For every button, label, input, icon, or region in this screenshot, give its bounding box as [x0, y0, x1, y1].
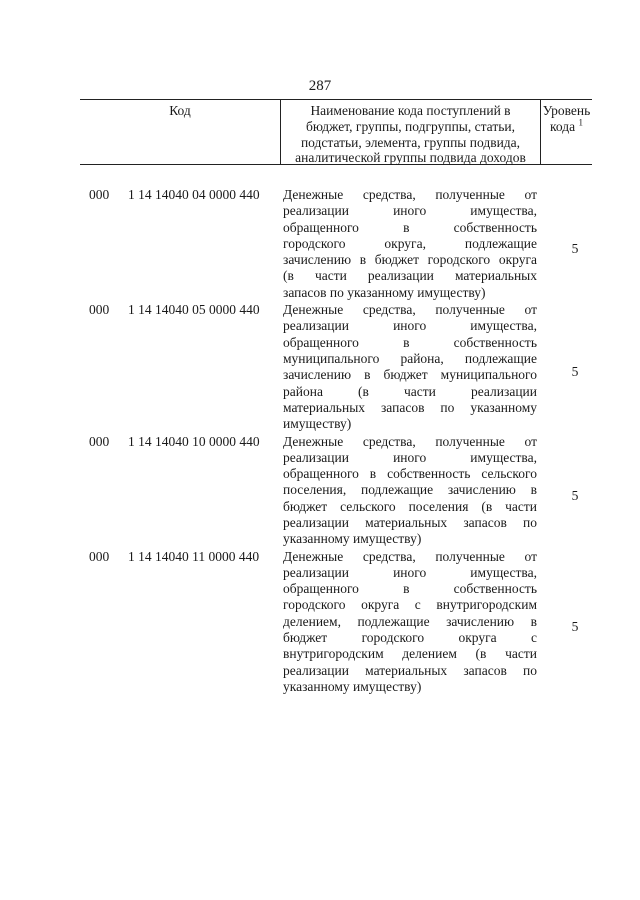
header-name-line: Наименование кода поступлений в	[310, 103, 511, 118]
row-description-line: указанному имуществу)	[283, 531, 422, 547]
row-income-code: 1 14 14040 04 0000 440	[128, 187, 260, 202]
row-description-line: реализации иного имущества,	[283, 449, 537, 465]
table-row	[0, 302, 640, 432]
row-description-line: указанному имуществу)	[283, 678, 422, 694]
table-row	[0, 187, 640, 301]
row-description-line: запасов по указанному имуществу)	[283, 284, 486, 300]
header-level-text: кода	[550, 118, 576, 134]
row-description-line: обращенного в собственность	[283, 581, 537, 597]
row-description-line: поселения, подлежащие зачислению в	[283, 482, 537, 498]
row-description-line: делением, подлежащие зачислению в	[283, 613, 537, 629]
footnote-marker: 1	[578, 117, 583, 128]
row-description	[283, 434, 537, 548]
row-level: 5	[571, 364, 579, 380]
table-row	[0, 549, 640, 696]
row-description-line: обращенного в собственность сельского	[283, 466, 537, 482]
row-description	[283, 187, 537, 301]
row-description-line: зачислению в бюджет муниципального	[283, 367, 537, 383]
row-admin-code: 000	[89, 433, 110, 449]
row-description-line: реализации материальных запасов по	[283, 514, 537, 530]
row-description-line: Денежные средства, полученные от	[283, 548, 537, 564]
row-description	[283, 549, 537, 696]
header-level	[540, 100, 592, 164]
row-description-line: материальных запасов по указанному	[283, 399, 537, 415]
row-description-line: (в части реализации материальных	[283, 268, 537, 284]
header-level-line2	[541, 119, 592, 135]
row-description-line: городского округа, подлежащие	[283, 235, 537, 251]
page-number: 287	[308, 78, 332, 94]
row-description-line: района (в части реализации	[283, 383, 537, 399]
row-description-line: реализации иного имущества,	[283, 318, 537, 334]
table-header	[80, 99, 592, 165]
row-description-line: городского округа с внутригородским	[283, 597, 537, 613]
row-description-line: обращенного в собственность	[283, 219, 537, 235]
header-code: Код	[169, 103, 191, 118]
row-level: 5	[571, 618, 579, 634]
header-level-line1: Уровень	[542, 103, 591, 118]
row-description-line: Денежные средства, полученные от	[283, 433, 537, 449]
row-description-line: реализации материальных запасов по	[283, 662, 537, 678]
header-name-line: подстатьи, элемента, группы подвида,	[300, 134, 521, 150]
row-description-line: реализации иного имущества,	[283, 564, 537, 580]
row-admin-code: 000	[89, 548, 110, 564]
row-income-code: 1 14 14040 05 0000 440	[128, 302, 260, 318]
header-name-line: бюджет, группы, подгруппы, статьи,	[306, 118, 515, 134]
row-description-line: внутригородским делением (в части	[283, 646, 537, 662]
row-description-line: реализации иного имущества,	[283, 203, 537, 219]
row-level: 5	[571, 487, 579, 503]
row-description-line: бюджет сельского поселения (в части	[283, 498, 537, 514]
table-row	[0, 434, 640, 548]
row-description-line: имуществу)	[283, 416, 352, 432]
header-name-line: аналитической группы подвида доходов	[295, 150, 526, 166]
row-income-code: 1 14 14040 10 0000 440	[128, 433, 260, 449]
row-description-line: Денежные средства, полученные от	[283, 302, 537, 318]
row-admin-code: 000	[89, 187, 110, 202]
row-description-line: обращенного в собственность	[283, 334, 537, 350]
row-level: 5	[571, 241, 579, 257]
row-description-line: зачислению в бюджет городского округа	[283, 252, 537, 268]
row-admin-code: 000	[89, 302, 110, 318]
header-name	[280, 100, 540, 164]
row-description-line: Денежные средства, полученные от	[283, 187, 537, 202]
row-description-line: бюджет городского округа с	[283, 630, 537, 646]
row-income-code: 1 14 14040 11 0000 440	[128, 548, 260, 564]
row-description	[283, 302, 537, 432]
row-description-line: муниципального района, подлежащие	[283, 350, 537, 366]
